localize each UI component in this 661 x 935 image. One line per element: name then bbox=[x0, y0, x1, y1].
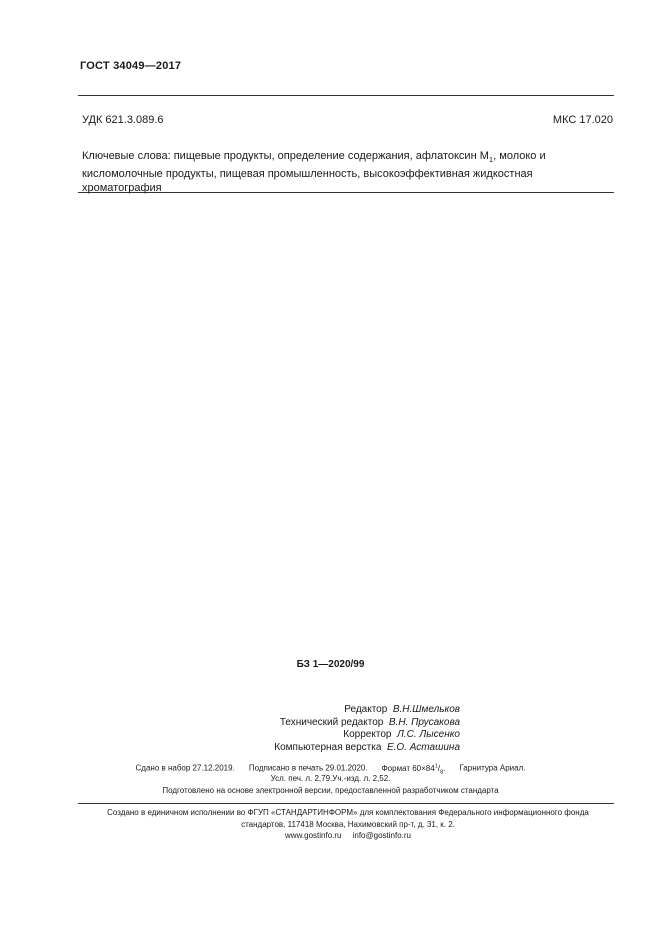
credit-name: Л.С. Лысенко bbox=[397, 729, 460, 740]
credit-role: Редактор bbox=[344, 704, 388, 715]
footer-divider bbox=[78, 803, 614, 804]
typeface: Гарнитура Ариал. bbox=[459, 763, 526, 773]
standard-number: ГОСТ 34049—2017 bbox=[80, 60, 182, 72]
publisher-footer bbox=[78, 807, 618, 842]
keywords-text-part1: пищевые продукты, определение содержания, афлатоксин M bbox=[170, 150, 489, 162]
prepared-note: Подготовлено на основе электронной версии, предоставленной разработчиком стандарта bbox=[162, 786, 499, 795]
edition-sheets: Уч.-изд. л. 2,52. bbox=[332, 774, 391, 783]
credit-role: Технический редактор bbox=[279, 716, 384, 728]
signed-date: Подписано в печать 29.01.2020. bbox=[248, 763, 368, 773]
credit-name: Е.О. Асташина bbox=[386, 741, 460, 753]
header-divider bbox=[78, 95, 614, 96]
credits-block bbox=[240, 704, 460, 754]
format-suffix: . bbox=[443, 763, 446, 773]
credit-row bbox=[240, 729, 460, 742]
printed-sheets: Усл. печ. л. 2,79. bbox=[270, 774, 333, 783]
keywords-subscript: 1 bbox=[488, 155, 494, 165]
credit-name: В.Н.Шмельков bbox=[392, 704, 460, 715]
footer-line2: стандартов, 117418 Москва, Нахимовский пр-т, д. 31, к. 2. bbox=[241, 819, 455, 829]
credit-row bbox=[240, 717, 460, 730]
footer-line1: Создано в единичном исполнении во ФГУП «СТАНДАРТИНФОРМ» для комплектования Федерального информационного фонда bbox=[107, 808, 589, 817]
format-sub: 8 bbox=[440, 769, 444, 776]
credit-role: Компьютерная верстка bbox=[274, 741, 382, 753]
keywords-text-part2: , молоко и кисломолочные продукты, пищевая промышленность, высокоэффективная жидкостная хроматография bbox=[82, 150, 546, 195]
udk-code: УДК 621.3.089.6 bbox=[82, 114, 164, 126]
format-info: Формат $60\times 84^1/_8$. bbox=[381, 763, 446, 776]
format-sup: 1 bbox=[434, 763, 438, 769]
mks-code: МКС 17.020 bbox=[552, 114, 613, 126]
footer-contacts bbox=[78, 830, 618, 842]
sent-date: Сдано в набор 27.12.2019. bbox=[135, 763, 235, 773]
bz-number: БЗ 1—2020/99 bbox=[296, 659, 365, 670]
credit-role: Корректор bbox=[343, 729, 392, 740]
print-info-line2 bbox=[0, 774, 661, 783]
email-link[interactable]: info@gostinfo.ru bbox=[352, 831, 411, 840]
credit-row bbox=[240, 704, 460, 717]
format-prefix: Формат 60×84 bbox=[381, 763, 435, 773]
credit-name: В.Н. Прусакова bbox=[388, 716, 460, 728]
keywords-divider bbox=[78, 192, 614, 193]
keywords-label: Ключевые слова: bbox=[82, 150, 171, 162]
keywords-paragraph bbox=[82, 149, 614, 195]
website-link[interactable]: www.gostinfo.ru bbox=[285, 831, 342, 840]
credit-row bbox=[240, 742, 460, 755]
